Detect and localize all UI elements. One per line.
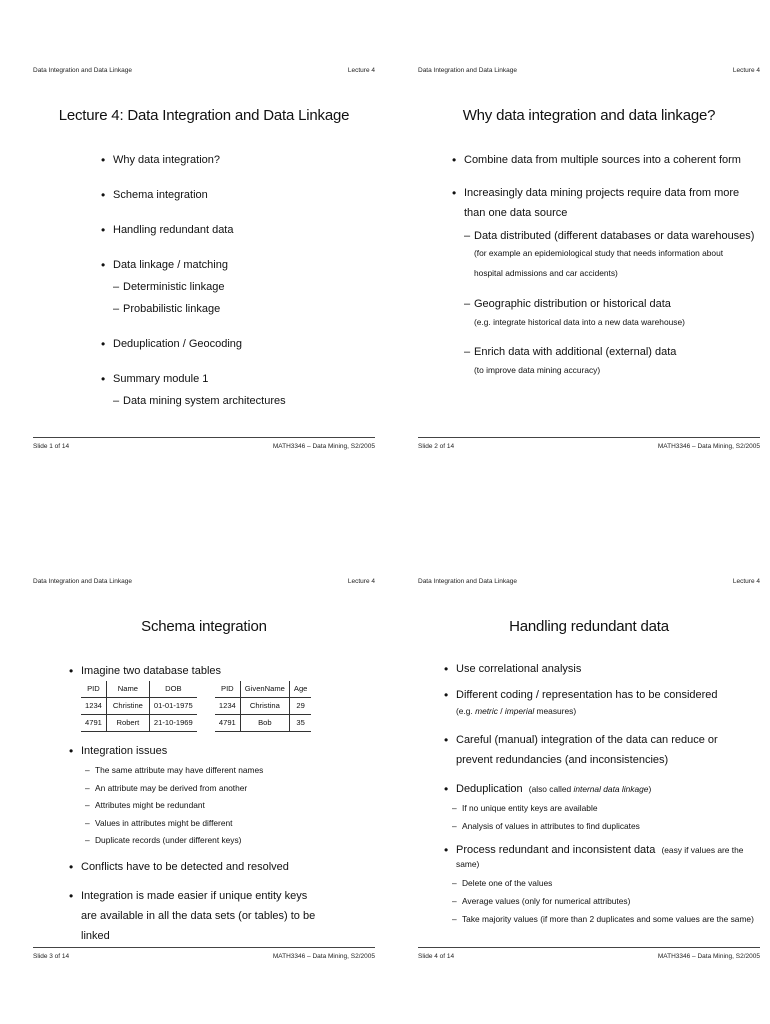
table-cell: 4791 — [215, 715, 240, 732]
bullet-text: Conflicts have to be detected and resolved — [81, 860, 289, 873]
bullet-text: Process redundant and inconsistent data — [456, 844, 656, 856]
bullet-item — [444, 843, 760, 871]
slide-header-right: Lecture 4 — [347, 67, 375, 74]
bullet-item — [444, 662, 760, 676]
sub-item: – Delete one of the values — [452, 878, 553, 888]
slide-number: Slide 1 of 14 — [33, 443, 70, 450]
table-header: Name — [106, 681, 149, 698]
bullet-item — [444, 730, 760, 770]
sub-item: – Data distributed (different databases or data warehouses) — [464, 230, 755, 242]
slide-2 — [418, 67, 760, 467]
bullet-text: Schema integration — [113, 189, 208, 201]
sub-item-text: Probabilistic linkage — [123, 303, 221, 315]
bullet-icon: • — [69, 888, 74, 903]
bullet-list — [444, 662, 760, 928]
bullet-icon: • — [444, 843, 449, 857]
bullet-item — [101, 153, 375, 167]
table-header: Age — [289, 681, 311, 698]
slide-title: Schema integration — [141, 618, 267, 635]
sub-item-text: Enrich data with additional (external) data — [474, 346, 677, 358]
slide-4 — [418, 578, 760, 968]
bullet-text: Handling redundant data — [113, 224, 234, 236]
sub-note: (for example an epidemiological study that needs information about hospital admissions and car accidents) — [474, 248, 724, 278]
course-label: MATH3346 – Data Mining, S2/2005 — [272, 953, 375, 960]
table-header: DOB — [149, 681, 196, 698]
slide-header-left: Data Integration and Data Linkage — [33, 67, 133, 74]
bullet-list — [101, 153, 375, 408]
bullet-list — [452, 153, 760, 377]
table-cell: 1234 — [81, 698, 106, 715]
slide-header-right: Lecture 4 — [347, 578, 375, 585]
bullet-item — [101, 258, 375, 272]
bullet-icon: • — [444, 733, 449, 747]
bullet-item — [69, 886, 375, 946]
bullet-note: (e.g. metric / imperial measures) — [456, 706, 577, 716]
slide-header-left: Data Integration and Data Linkage — [418, 67, 518, 74]
table-header-row — [81, 681, 197, 698]
slide-3 — [33, 578, 375, 968]
bullet-text: Imagine two database tables — [81, 665, 222, 677]
sub-item-text: Data distributed (different databases or data warehouses) — [474, 230, 755, 242]
table-cell: 29 — [289, 698, 311, 715]
table-cell: Christina — [240, 698, 289, 715]
database-table-1 — [81, 681, 197, 732]
bullet-icon: • — [101, 337, 106, 351]
bullet-icon: • — [101, 223, 106, 237]
bullet-item — [101, 372, 375, 386]
bullet-text: Integration is made easier if unique entity keys are available in all the data sets (or tables) to be linked — [81, 889, 316, 942]
slide-header-left: Data Integration and Data Linkage — [33, 578, 133, 585]
bullet-icon: • — [444, 662, 449, 676]
bullet-item — [69, 744, 375, 758]
sub-item: – Values in attributes might be different — [85, 817, 233, 828]
bullet-item — [444, 688, 760, 702]
sub-item: – Take majority values (if more than 2 duplicates and some values are the same) — [452, 914, 754, 924]
table-cell: Robert — [106, 715, 149, 732]
bullet-item — [101, 337, 375, 351]
sub-item: – Duplicate records (under different keys) — [85, 835, 242, 845]
sub-note: (to improve data mining accuracy) — [474, 365, 601, 375]
bullet-icon: • — [444, 782, 449, 796]
bullet-icon: • — [452, 153, 457, 167]
bullet-text: Use correlational analysis — [456, 663, 582, 675]
sub-item: – Attributes might be redundant — [85, 800, 205, 810]
bullet-icon: • — [101, 372, 106, 386]
bullet-icon: • — [69, 744, 74, 758]
sub-item: – An attribute may be derived from another — [85, 782, 248, 793]
bullet-icon: • — [101, 258, 106, 272]
bullet-text: Why data integration? — [113, 154, 221, 166]
bullet-icon: • — [101, 188, 106, 202]
footer-divider — [418, 437, 760, 438]
bullet-item — [452, 153, 760, 167]
bullet-item — [101, 223, 375, 237]
bullet-text: Summary module 1 — [113, 373, 209, 385]
table-row — [215, 698, 312, 715]
footer-divider — [33, 947, 375, 948]
sub-item-text: Deterministic linkage — [123, 281, 225, 293]
sub-item: – Probabilistic linkage — [113, 303, 221, 315]
slide-number: Slide 2 of 14 — [418, 443, 455, 450]
sub-item: – The same attribute may have different names — [85, 765, 264, 775]
slide-title: Handling redundant data — [509, 618, 669, 635]
bullet-list — [69, 664, 375, 946]
bullet-text: Integration issues — [81, 745, 168, 757]
footer-divider — [418, 947, 760, 948]
table-cell: 1234 — [215, 698, 240, 715]
bullet-icon: • — [69, 859, 74, 874]
table-row — [215, 715, 312, 732]
slide-title: Why data integration and data linkage? — [462, 107, 716, 124]
bullet-text: Different coding / representation has to be considered — [456, 689, 718, 701]
bullet-icon: • — [69, 664, 74, 678]
bullet-text: Combine data from multiple sources into a coherent form — [464, 154, 741, 166]
slide-title: Lecture 4: Data Integration and Data Linkage — [58, 107, 350, 124]
course-label: MATH3346 – Data Mining, S2/2005 — [657, 953, 760, 960]
slide-header-right: Lecture 4 — [732, 578, 760, 585]
sub-item: – Analysis of values in attributes to find duplicates — [452, 821, 640, 831]
table-header-row — [215, 681, 312, 698]
database-table-2 — [215, 681, 312, 732]
bullet-text: Careful (manual) integration of the data can reduce or prevent redundancies (and inconsistencies) — [456, 734, 718, 766]
slide-header-left: Data Integration and Data Linkage — [418, 578, 518, 585]
slide-header-right: Lecture 4 — [732, 67, 760, 74]
bullet-item — [452, 183, 760, 223]
bullet-text: Deduplication / Geocoding — [113, 338, 243, 350]
bullet-note: (also called internal data linkage) — [528, 784, 652, 794]
course-label: MATH3346 – Data Mining, S2/2005 — [657, 443, 760, 450]
course-label: MATH3346 – Data Mining, S2/2005 — [272, 443, 375, 450]
table-row — [81, 715, 197, 732]
bullet-item — [101, 188, 375, 202]
bullet-item — [69, 664, 375, 678]
table-cell: 35 — [289, 715, 311, 732]
table-cell: 01-01-1975 — [149, 698, 196, 715]
bullet-icon: • — [452, 186, 457, 200]
sub-item-text: Geographic distribution or historical data — [474, 298, 671, 310]
table-row — [81, 698, 197, 715]
slide-number: Slide 4 of 14 — [418, 953, 455, 960]
slide-1 — [33, 67, 375, 467]
bullet-item — [444, 782, 760, 796]
bullet-icon: • — [101, 153, 106, 167]
table-cell: 4791 — [81, 715, 106, 732]
table-cell: Christine — [106, 698, 149, 715]
table-header: GivenName — [240, 681, 289, 698]
sub-item-text: Data mining system architectures — [123, 395, 286, 407]
sub-item: – Average values (only for numerical attributes) — [452, 896, 631, 906]
footer-divider — [33, 437, 375, 438]
table-pair — [81, 681, 375, 732]
table-cell: 21-10-1969 — [149, 715, 196, 732]
bullet-note: (easy if values are the same) — [456, 845, 744, 869]
bullet-text: Data linkage / matching — [113, 259, 228, 271]
bullet-icon: • — [444, 688, 449, 702]
bullet-text: Deduplication — [456, 783, 523, 795]
table-header: PID — [81, 681, 106, 698]
bullet-text: Increasingly data mining projects require data from more than one data source — [464, 187, 740, 219]
sub-item: – Geographic distribution or historical data — [464, 298, 671, 310]
slide-number: Slide 3 of 14 — [33, 953, 70, 960]
table-cell: Bob — [240, 715, 289, 732]
sub-item: – Data mining system architectures — [113, 395, 286, 407]
sub-item: – If no unique entity keys are available — [452, 803, 598, 813]
sub-item: – Enrich data with additional (external) data — [464, 346, 677, 358]
sub-note: (e.g. integrate historical data into a new data warehouse) — [474, 317, 685, 327]
bullet-item — [69, 860, 375, 874]
table-header: PID — [215, 681, 240, 698]
sub-item: – Deterministic linkage — [113, 281, 225, 293]
